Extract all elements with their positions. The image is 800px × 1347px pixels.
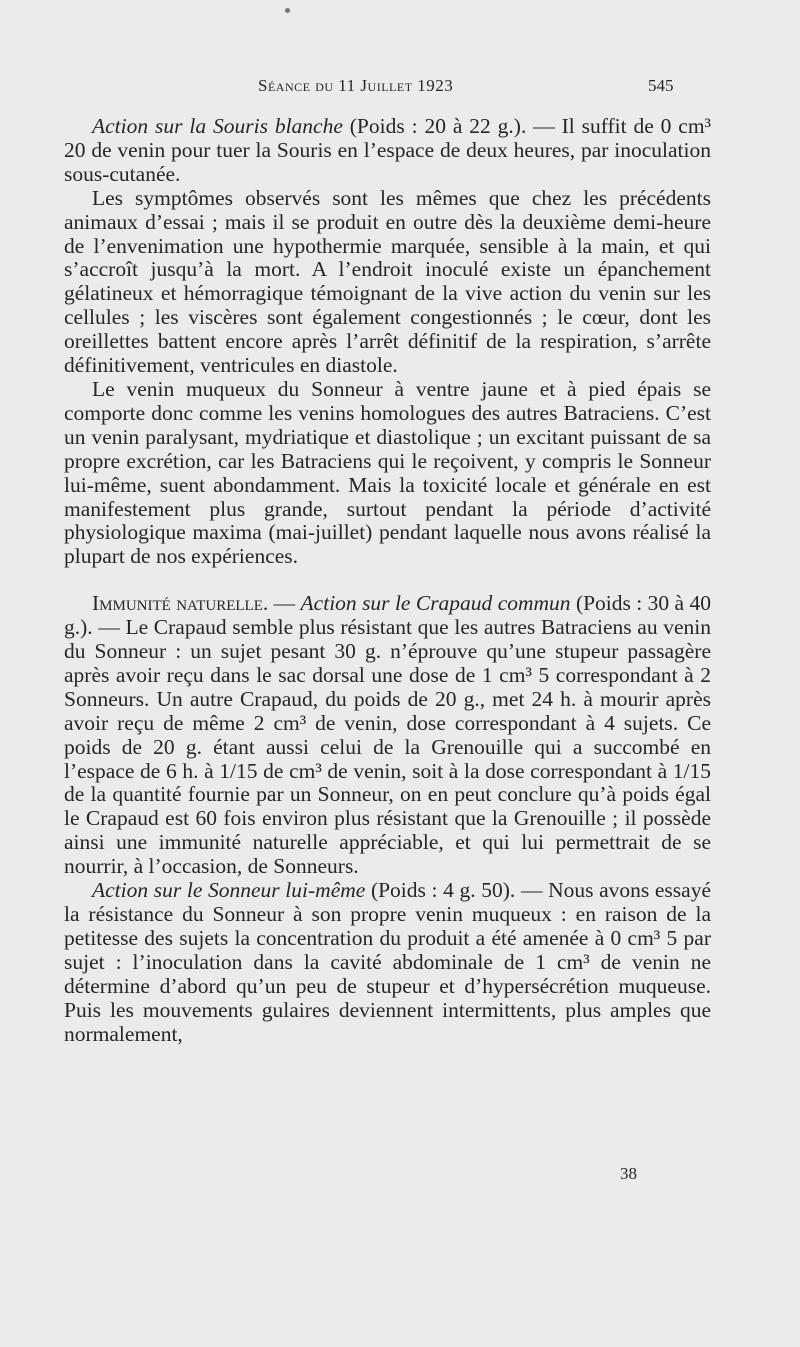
paragraph-text: (Poids : 30 à 40 g.). — Le Crapaud semble plus résistant que les autres Batraciens au venin du Sonneur : un sujet pesant 30 g. n’éprouve qu’une stupeur passagère après avoir reçu dans le sac dorsal une dose de 1 cm³ 5 correspondant à 2 Sonneurs. Un autre Crapaud, du poids de 20 g., met 24 h. à mourir après avoir reçu de même 2 cm³ de venin, dose correspondant à 4 sujets. Ce poids de 20 g. étant aussi celui de la Grenouille qui a succombé en l’espace de 6 h. à 1/15 de cm³ de venin, soit à la dose correspondant à 1/15 de la quantité fournie par un Sonneur, on en peut conclure qu’à poids égal le Crapaud est 60 fois environ plus résistant que la Grenouille ; il possède ainsi une immunité naturelle appréciable, et qui lui permettrait de se nourrir, à l’occasion, de Sonneurs. <box>64 591 711 879</box>
heading-dash: — <box>268 591 301 616</box>
paragraph-text: Le venin muqueux du Sonneur à ventre jaune et à pied épais se comporte donc comme les venins homologues des autres Batraciens. C’est un venin paralysant, mydriatique et diastolique ; un excitant puissant de sa propre excrétion, car les Batraciens qui le reçoivent, y compris le Sonneur lui-même, suent abondamment. Mais la toxicité locale et générale en est manifestement plus grande, surtout pendant la période d’activité physiologique maxima (mai-juillet) pendant laquelle nous avons réalisé la plupart de nos expériences. <box>64 376 711 569</box>
running-title-date: 11 <box>338 76 356 95</box>
paragraph-souris <box>64 115 711 187</box>
running-title-month: Juillet <box>360 76 413 95</box>
running-title-prefix: Séance du <box>258 76 334 95</box>
paragraph-text: (Poids : 4 g. 50). — Nous avons essayé la résistance du Sonneur à son propre venin muqueux : en raison de la petitesse des sujets la concentration du produit a été amenée à 0 cm³ 5 par sujet : l’inoculation dans la cavité abdominale de 1 cm³ de venin ne détermine d’abord qu’un peu de stupeur et d’hypersécrétion muqueuse. Puis les mouvements gulaires deviennent intermittents, plus amples que normalement, <box>64 878 711 1046</box>
paragraph-text: (Poids : 20 à 22 g.). — Il suffit de 0 cm³ 20 de venin pour tuer la Souris en l’espace de deux heures, par inoculation sous-cutanée. <box>64 114 711 186</box>
signature-mark: 38 <box>620 1164 637 1183</box>
paragraph-lead: Action sur la Souris blanche <box>92 114 343 138</box>
page-number: 545 <box>648 76 674 95</box>
running-header <box>0 76 800 102</box>
running-title <box>258 76 453 96</box>
paragraph-lead: Action sur le Sonneur lui-même <box>92 878 366 903</box>
paragraph-venin-muqueux <box>64 378 711 569</box>
running-title-year: 1923 <box>417 76 454 95</box>
print-speck <box>285 8 290 13</box>
paragraph-symptomes <box>64 187 711 378</box>
paragraph-text: Les symptômes observés sont les mêmes que chez les précédents animaux d’essai ; mais il se produit en outre dès la deuxième demi-heure de l’envenimation une hypothermie marquée, sensible à la main, et qui s’accroît jusqu’à la mort. A l’endroit inoculé existe un épanchement gélatineux et hémorragique témoignant de la vive action du venin sur les cellules ; les viscères sont également congestionnés ; le cœur, dont les oreillettes battent encore après l’arrêt définitif de la respiration, s’arrête définitivement, ventricules en diastole. <box>64 185 711 378</box>
section-heading: Immunité naturelle. <box>92 591 269 616</box>
paragraph-sonneur <box>64 879 711 1046</box>
page-body <box>64 115 711 1046</box>
paragraph-lead: Action sur le Crapaud commun <box>300 591 571 616</box>
paragraph-immunite <box>64 592 711 879</box>
